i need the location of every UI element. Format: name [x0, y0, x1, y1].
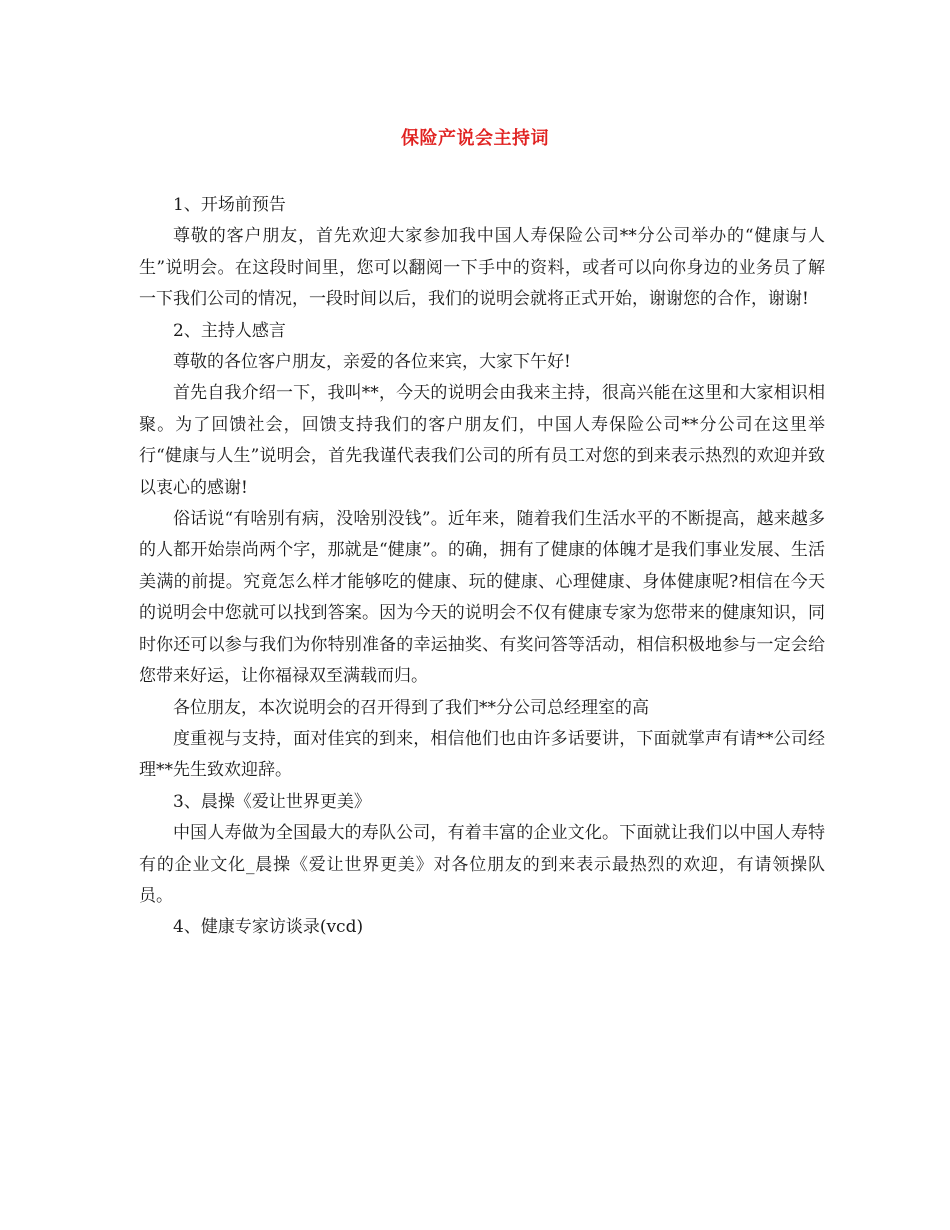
paragraph: 中国人寿做为全国最大的寿队公司，有着丰富的企业文化。下面就让我们以中国人寿特有的企业文化_晨操《爱让世界更美》对各位朋友的到来表示最热烈的欢迎，有请领操队员。 — [139, 823, 825, 906]
paragraph: 度重视与支持，面对佳宾的到来，相信他们也由许多话要讲，下面就掌声有请**公司经理**先生致欢迎辞。 — [139, 728, 825, 781]
section-heading: 2、主持人感言 — [173, 320, 286, 341]
paragraph: 首先自我介绍一下，我叫**，今天的说明会由我来主持，很高兴能在这里和大家相识相聚。为了回馈社会，回馈支持我们的客户朋友们，中国人寿保险公司**分公司在这里举行“健康与人生”说明会，首先我谨代表我们公司的所有员工对您的到来表示热烈的欢迎并致以衷心的感谢! — [139, 383, 825, 498]
section-heading: 4、健康专家访谈录(vcd) — [173, 917, 364, 938]
paragraph: 尊敬的各位客户朋友，亲爱的各位来宾，大家下午好! — [173, 352, 571, 373]
section-heading: 3、晨操《爱让世界更美》 — [173, 791, 371, 812]
document-title: 保险产说会主持词 — [401, 128, 549, 149]
section-heading: 1、开场前预告 — [173, 195, 286, 215]
paragraph: 尊敬的客户朋友，首先欢迎大家参加我中国人寿保险公司**分公司举办的“健康与人生”说明会。在这段时间里，您可以翻阅一下手中的资料，或者可以向你身边的业务员了解一下我们公司的情况，一段时间以后，我们的说明会就将正式开始，谢谢您的合作，谢谢! — [139, 226, 825, 310]
paragraph: 各位朋友，本次说明会的召开得到了我们**分公司总经理室的高 — [173, 697, 649, 718]
document-body — [139, 190, 825, 944]
paragraph: 俗话说“有啥别有病，没啥别没钱”。近年来，随着我们生活水平的不断提高，越来越多的人都开始崇尚两个字，那就是“健康”。的确，拥有了健康的体魄才是我们事业发展、生活美满的前提。究竟怎么样才能够吃的健康、玩的健康、心理健康、身体健康呢?相信在今天的说明会中您就可以找到答案。因为今天的说明会不仅有健康专家为您带来的健康知识，同时你还可以参与我们为你特别准备的幸运抽奖、有奖问答等活动，相信积极地参与一定会给您带来好运，让你福禄双至满载而归。 — [139, 509, 825, 687]
